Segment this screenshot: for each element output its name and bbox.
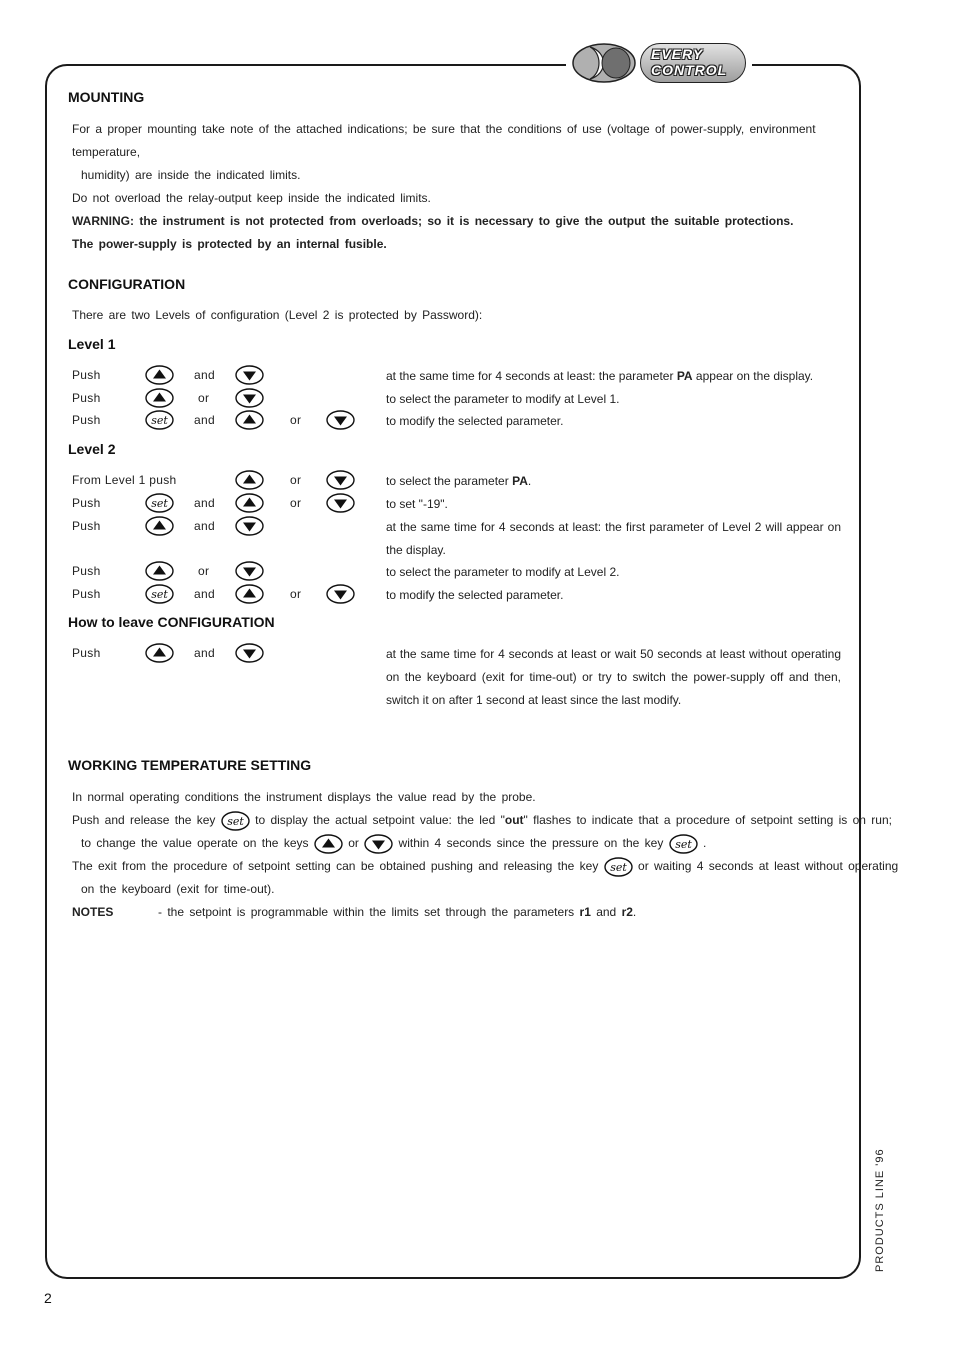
mounting-text xyxy=(72,118,842,256)
up-key-icon xyxy=(145,388,174,408)
svg-text:set: set xyxy=(151,414,168,427)
row-desc: to modify the selected parameter. xyxy=(386,588,564,602)
row-conj: and xyxy=(194,496,215,510)
level1-row-1 xyxy=(0,365,954,388)
row-desc: at the same time for 4 seconds at least: the parameter PA appear on the display. xyxy=(386,369,814,383)
configuration-title: CONFIGURATION xyxy=(68,276,186,292)
down-key-icon xyxy=(364,834,393,854)
level2-row-2 xyxy=(0,493,954,516)
row-conj: and xyxy=(194,519,215,533)
logo-plate xyxy=(640,43,746,83)
mounting-line-1b: humidity) are inside the indicated limits. xyxy=(81,168,301,182)
row-label: Push xyxy=(72,413,101,427)
products-line-label: PRODUCTS LINE '96 xyxy=(874,1148,886,1272)
set-key-icon xyxy=(669,834,698,854)
logo-symbol-icon xyxy=(572,43,636,83)
row-desc: to set "-19". xyxy=(386,497,448,511)
row-conj: and xyxy=(194,646,215,660)
row-conj-2: or xyxy=(290,473,302,487)
up-key-icon xyxy=(314,834,343,854)
working-p4c: on the keyboard (exit for time-out). xyxy=(81,882,275,896)
svg-text:set: set xyxy=(609,860,627,874)
set-key-icon xyxy=(145,493,174,513)
row-conj-2: or xyxy=(290,587,302,601)
down-key-icon xyxy=(235,365,264,385)
up-key-icon xyxy=(145,516,174,536)
set-key-icon xyxy=(145,584,174,604)
brand-line-2: CONTROL xyxy=(651,62,728,78)
mounting-fuse: The power-supply is protected by an internal fusible. xyxy=(72,237,387,251)
row-desc: at the same time for 4 seconds at least or wait 50 seconds at least without operating on the keyboard (exit for time-out) or try to switch the power-supply off and then, switch it on after 1 second at least since the last modify. xyxy=(386,647,841,707)
down-key-icon xyxy=(326,493,355,513)
working-p1: In normal operating conditions the instrument displays the value read by the probe. xyxy=(72,790,536,804)
mounting-title: MOUNTING xyxy=(68,89,145,105)
row-conj: and xyxy=(194,587,215,601)
svg-text:set: set xyxy=(151,588,168,601)
up-key-icon xyxy=(235,470,264,490)
row-conj: or xyxy=(198,564,210,578)
up-key-icon xyxy=(235,410,264,430)
down-key-icon xyxy=(235,643,264,663)
row-label: Push xyxy=(72,519,101,533)
page-number: 2 xyxy=(44,1290,52,1306)
up-key-icon xyxy=(145,643,174,663)
level2-row-3 xyxy=(0,516,954,562)
set-key-icon xyxy=(145,410,174,430)
down-key-icon xyxy=(326,470,355,490)
row-conj-2: or xyxy=(290,496,302,510)
mounting-line-2: Do not overload the relay-output keep inside the indicated limits. xyxy=(72,191,431,205)
row-desc: at the same time for 4 seconds at least: the first parameter of Level 2 will appear on the display. xyxy=(386,520,841,557)
working-notes: NOTES - the setpoint is programmable within the limits set through the parameters r1 and r2. xyxy=(72,901,842,924)
working-p2: Push and release the key set to display the actual setpoint value: the led "out" flashes to indicate that a procedure of setpoint setting is on run; xyxy=(72,809,842,832)
row-desc: to select the parameter PA. xyxy=(386,474,532,488)
down-key-icon xyxy=(235,561,264,581)
row-conj: or xyxy=(198,391,210,405)
down-key-icon xyxy=(326,410,355,430)
up-key-icon xyxy=(145,561,174,581)
row-label: Push xyxy=(72,368,101,382)
svg-text:set: set xyxy=(674,837,692,851)
leave-row xyxy=(0,643,954,713)
row-desc: to select the parameter to modify at Level 2. xyxy=(386,565,620,579)
down-key-icon xyxy=(235,388,264,408)
up-key-icon xyxy=(235,584,264,604)
svg-text:set: set xyxy=(226,814,244,828)
level1-row-2 xyxy=(0,388,954,411)
up-key-icon xyxy=(235,493,264,513)
row-label: Push xyxy=(72,646,101,660)
level1-row-3 xyxy=(0,410,954,433)
down-key-icon xyxy=(235,516,264,536)
level2-row-4 xyxy=(0,561,954,584)
svg-text:set: set xyxy=(151,497,168,510)
up-key-icon xyxy=(145,365,174,385)
row-conj: and xyxy=(194,413,215,427)
mounting-warning: WARNING: the instrument is not protected from overloads; so it is necessary to give the output the suitable protections. xyxy=(72,214,794,228)
level2-title: Level 2 xyxy=(68,441,116,457)
row-label: Push xyxy=(72,587,101,601)
level2-row-1 xyxy=(0,470,954,493)
row-desc: to select the parameter to modify at Level 1. xyxy=(386,392,620,406)
mounting-line-1: For a proper mounting take note of the attached indications; be sure that the conditions of use (voltage of power-supply, environment temperature, xyxy=(72,122,816,159)
configuration-intro: There are two Levels of configuration (Level 2 is protected by Password): xyxy=(72,308,483,322)
notes-label: NOTES xyxy=(72,905,114,919)
row-conj-2: or xyxy=(290,413,302,427)
row-label: Push xyxy=(72,496,101,510)
row-label: From Level 1 push xyxy=(72,473,177,487)
working-p3: to change the value operate on the keys or within 4 seconds since the pressure on the key set . xyxy=(72,832,842,855)
leave-title: How to leave CONFIGURATION xyxy=(68,614,275,630)
row-conj: and xyxy=(194,368,215,382)
set-key-icon xyxy=(221,811,250,831)
working-p4: The exit from the procedure of setpoint setting can be obtained pushing and releasing the key set or waiting 4 seconds at least without operating xyxy=(72,855,842,878)
row-desc: to modify the selected parameter. xyxy=(386,414,564,428)
brand-line-1: EVERY xyxy=(651,46,704,62)
level2-row-5 xyxy=(0,584,954,607)
row-label: Push xyxy=(72,391,101,405)
working-text xyxy=(72,786,899,924)
set-key-icon xyxy=(604,857,633,877)
down-key-icon xyxy=(326,584,355,604)
row-label: Push xyxy=(72,564,101,578)
working-title: WORKING TEMPERATURE SETTING xyxy=(68,757,312,773)
level1-title: Level 1 xyxy=(68,336,116,352)
